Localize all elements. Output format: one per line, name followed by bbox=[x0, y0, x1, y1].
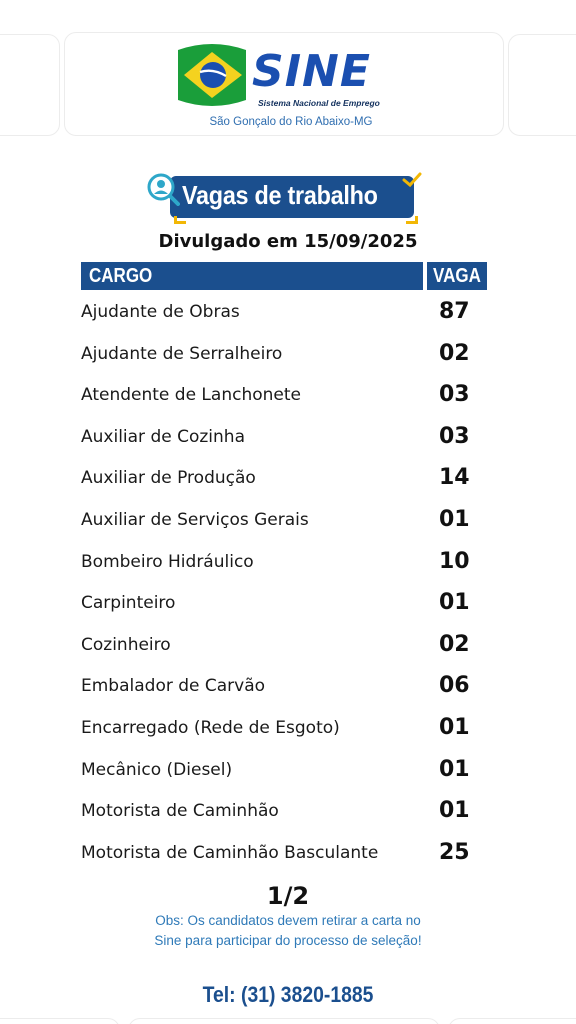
bottom-card-right[interactable] bbox=[448, 1018, 576, 1024]
job-title: Auxiliar de Serviços Gerais bbox=[81, 509, 309, 530]
check-icon bbox=[402, 172, 422, 188]
column-header-cargo-label: CARGO bbox=[89, 265, 153, 287]
job-title: Motorista de Caminhão Basculante bbox=[81, 842, 379, 863]
job-title: Embalador de Carvão bbox=[81, 676, 266, 697]
vacancy-count: 87 bbox=[439, 299, 470, 324]
vacancy-count: 01 bbox=[439, 756, 470, 782]
vacancy-count: 01 bbox=[439, 798, 470, 824]
table-row bbox=[81, 377, 491, 419]
publish-date: Divulgado em 15/09/2025 bbox=[158, 231, 418, 252]
page-title: Vagas de trabalho bbox=[182, 180, 378, 210]
job-title: Encarregado (Rede de Esgoto) bbox=[81, 717, 340, 738]
badge-corner-left bbox=[174, 216, 186, 224]
observation-note bbox=[0, 911, 576, 951]
bottom-card-mid[interactable] bbox=[128, 1018, 440, 1024]
table-row bbox=[81, 419, 491, 461]
job-title: Mecânico (Diesel) bbox=[81, 759, 233, 780]
logo-subtitle: Sistema Nacional de Emprego bbox=[258, 98, 380, 108]
observation-line-1: Obs: Os candidatos devem retirar a carta no bbox=[155, 913, 421, 928]
job-title: Carpinteiro bbox=[81, 593, 176, 614]
observation-line-2: Sine para participar do processo de seleção! bbox=[154, 933, 422, 948]
vacancy-count: 06 bbox=[439, 673, 470, 699]
table-row bbox=[81, 668, 491, 710]
vacancy-count: 02 bbox=[439, 340, 470, 366]
vacancy-count: 01 bbox=[439, 590, 470, 616]
table-row bbox=[81, 544, 491, 586]
job-list bbox=[81, 294, 491, 876]
table-row bbox=[81, 627, 491, 669]
logo-word: SINE bbox=[252, 46, 371, 97]
job-title: Auxiliar de Cozinha bbox=[81, 426, 245, 447]
column-header-vaga-label: VAGA bbox=[433, 265, 481, 287]
table-row bbox=[81, 294, 491, 336]
table-row bbox=[81, 502, 491, 544]
sine-logo bbox=[176, 40, 406, 132]
table-row bbox=[81, 336, 491, 378]
table-row bbox=[81, 460, 491, 502]
job-title: Auxiliar de Produção bbox=[81, 468, 256, 489]
job-title: Motorista de Caminhão bbox=[81, 801, 279, 822]
table-row bbox=[81, 793, 491, 835]
column-header-vaga bbox=[427, 262, 487, 290]
job-title: Ajudante de Serralheiro bbox=[81, 343, 283, 364]
vacancy-count: 01 bbox=[439, 506, 470, 532]
next-card[interactable] bbox=[508, 34, 576, 136]
vacancy-count: 03 bbox=[439, 382, 470, 408]
phone-contact[interactable] bbox=[0, 982, 576, 1008]
table-header bbox=[81, 262, 487, 290]
vacancy-count: 03 bbox=[439, 423, 470, 449]
table-row bbox=[81, 835, 491, 877]
phone-number: Tel: (31) 3820-1885 bbox=[202, 982, 374, 1007]
job-title: Atendente de Lanchonete bbox=[81, 385, 301, 406]
table-row bbox=[81, 710, 491, 752]
vacancy-count: 01 bbox=[439, 714, 470, 740]
job-title: Ajudante de Obras bbox=[81, 302, 240, 322]
vacancy-count: 25 bbox=[439, 839, 470, 865]
city-label: São Gonçalo do Rio Abaixo-MG bbox=[209, 116, 373, 128]
brazil-flag-logo-icon bbox=[176, 42, 248, 108]
prev-card[interactable] bbox=[0, 34, 60, 136]
job-title: Bombeiro Hidráulico bbox=[81, 551, 254, 572]
table-row bbox=[81, 752, 491, 794]
vacancy-count: 02 bbox=[439, 631, 470, 657]
title-badge bbox=[146, 172, 424, 228]
job-title: Cozinheiro bbox=[81, 634, 171, 655]
vacancy-count: 10 bbox=[439, 548, 470, 574]
page-indicator: 1/2 bbox=[266, 882, 310, 910]
table-row bbox=[81, 585, 491, 627]
vacancy-count: 14 bbox=[439, 465, 470, 491]
column-header-cargo bbox=[81, 262, 423, 290]
person-search-icon bbox=[146, 172, 180, 206]
bottom-card-left[interactable] bbox=[0, 1018, 120, 1024]
badge-corner-right bbox=[406, 216, 418, 224]
